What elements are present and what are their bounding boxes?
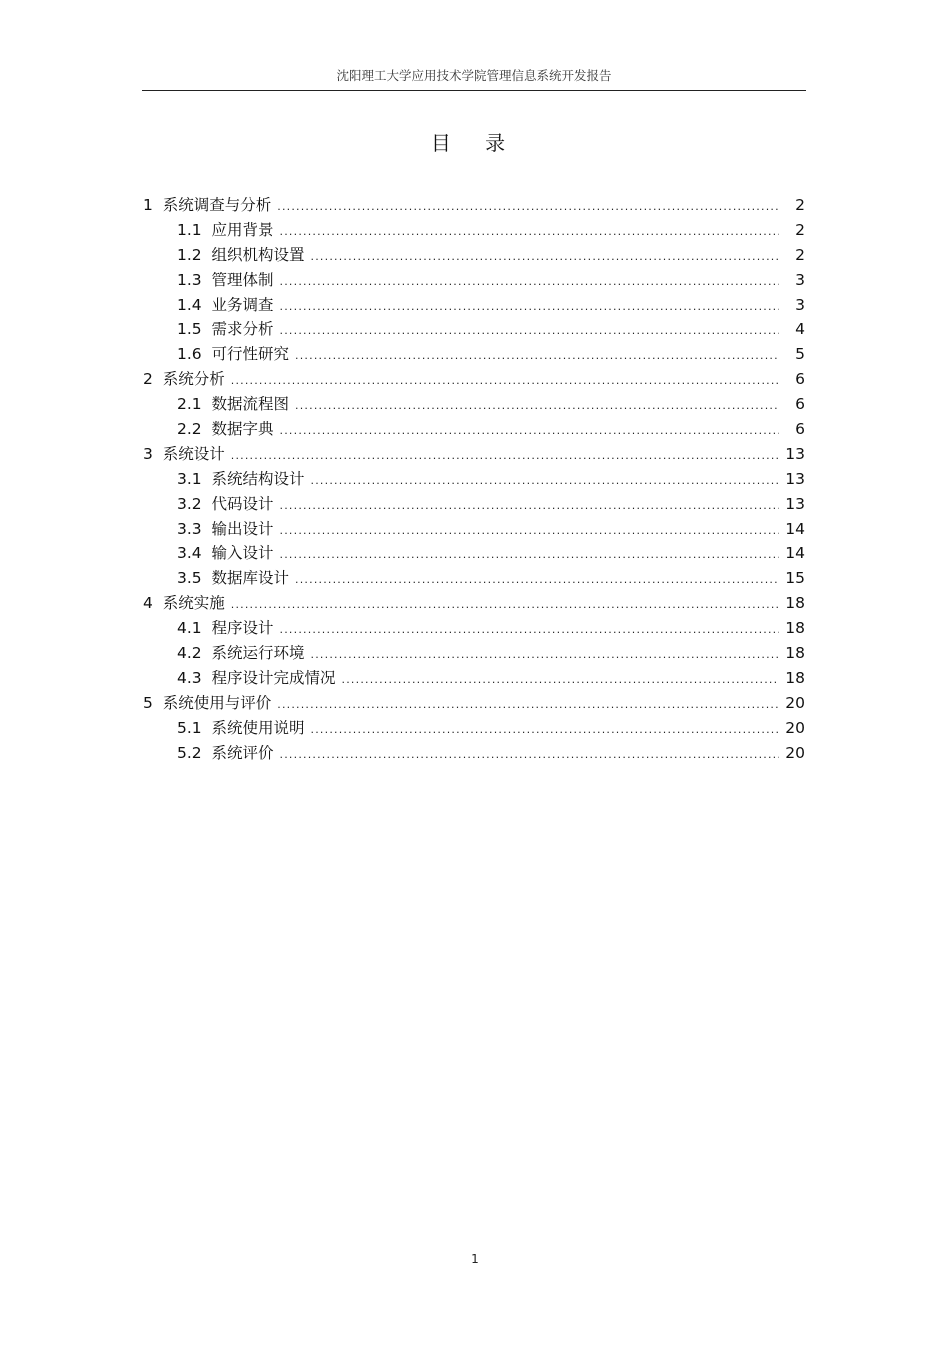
toc-entry-label: 系统调查与分析 xyxy=(162,196,272,214)
toc-entry-number: 3.4 xyxy=(177,544,202,563)
toc-dot-leader xyxy=(295,568,779,593)
toc-entry-number: 3.5 xyxy=(177,569,202,588)
toc-entry[interactable] xyxy=(143,268,823,293)
toc-dot-leader xyxy=(311,643,779,668)
toc-entry-label: 系统使用说明 xyxy=(211,718,305,737)
toc-dot-leader xyxy=(280,270,779,295)
toc-entry-number: 1.2 xyxy=(177,245,202,264)
toc-entry-page: 13 xyxy=(785,444,805,463)
toc-entry-page: 6 xyxy=(795,420,805,439)
toc-dot-leader xyxy=(280,519,779,544)
header-rule xyxy=(142,90,806,91)
toc-entry[interactable] xyxy=(143,616,823,641)
toc-entry-page: 20 xyxy=(785,743,805,762)
toc-entry-number: 1.3 xyxy=(177,270,202,289)
toc-entry-number: 2.2 xyxy=(177,420,202,439)
toc-entry-label: 程序设计完成情况 xyxy=(211,668,336,687)
toc-entry-number: 2.1 xyxy=(177,395,202,414)
toc-entry-label: 系统结构设计 xyxy=(211,469,305,488)
toc-entry[interactable] xyxy=(143,691,823,716)
toc-dot-leader xyxy=(280,743,779,768)
toc-entry-label: 代码设计 xyxy=(211,494,274,513)
toc-dot-leader xyxy=(277,195,779,220)
toc-dot-leader xyxy=(342,668,779,693)
page-number: 1 xyxy=(471,1252,479,1266)
toc-entry-number: 3.1 xyxy=(177,469,202,488)
toc-dot-leader xyxy=(311,718,779,743)
toc-entry[interactable] xyxy=(143,467,823,492)
toc-entry-number: 4.2 xyxy=(177,644,202,663)
toc-entry-number: 4 xyxy=(143,594,153,613)
toc-entry[interactable] xyxy=(143,566,823,591)
toc-entry-number: 3.2 xyxy=(177,494,202,513)
toc-entry-page: 6 xyxy=(795,370,805,389)
toc-entry-page: 3 xyxy=(795,270,805,289)
toc-entry-label: 管理体制 xyxy=(211,270,274,289)
toc-entry-number: 4.3 xyxy=(177,668,202,687)
toc-dot-leader xyxy=(295,344,779,369)
toc-title: 目 录 xyxy=(430,131,520,155)
toc-entry-label: 需求分析 xyxy=(211,320,274,339)
toc-entry-page: 13 xyxy=(785,469,805,488)
toc-entry-number: 5 xyxy=(143,693,153,712)
toc-dot-leader xyxy=(280,419,779,444)
toc-entry-page: 4 xyxy=(795,320,805,339)
toc-dot-leader xyxy=(280,295,779,320)
toc-entry-page: 13 xyxy=(785,494,805,513)
toc-entry-number: 5.1 xyxy=(177,718,202,737)
toc-dot-leader xyxy=(280,543,779,568)
toc-entry[interactable] xyxy=(143,293,823,318)
toc-entry-label: 系统运行环境 xyxy=(211,644,305,663)
toc-entry[interactable] xyxy=(143,243,823,268)
toc-entry-page: 18 xyxy=(785,619,805,638)
toc-entry-page: 18 xyxy=(785,668,805,687)
toc-dot-leader xyxy=(311,245,779,270)
toc-entry-number: 4.1 xyxy=(177,619,202,638)
toc-entry-label: 应用背景 xyxy=(211,220,274,239)
toc-entry-label: 可行性研究 xyxy=(211,345,290,364)
toc-entry-page: 14 xyxy=(785,519,805,538)
toc-entry-label: 系统实施 xyxy=(162,594,225,613)
toc-dot-leader xyxy=(231,369,779,394)
toc-entry-label: 系统评价 xyxy=(211,743,274,762)
toc-entry[interactable] xyxy=(143,442,823,467)
toc-entry[interactable] xyxy=(143,541,823,566)
toc-entry-page: 3 xyxy=(795,295,805,314)
toc-entry[interactable] xyxy=(143,492,823,517)
toc-dot-leader xyxy=(295,394,779,419)
toc-entry-page: 14 xyxy=(785,544,805,563)
toc-entry-page: 6 xyxy=(795,395,805,414)
toc-entry-number: 5.2 xyxy=(177,743,202,762)
toc-entry-page: 18 xyxy=(785,644,805,663)
toc-entry-label: 系统分析 xyxy=(162,370,225,389)
toc-entry-number: 1 xyxy=(143,196,153,214)
toc-entry[interactable] xyxy=(143,317,823,342)
toc-entry-number: 3 xyxy=(143,444,153,463)
toc-dot-leader xyxy=(311,469,779,494)
toc-dot-leader xyxy=(231,444,779,469)
toc-entry[interactable] xyxy=(143,342,823,367)
toc-entry[interactable] xyxy=(143,716,823,741)
toc-entry-number: 1.1 xyxy=(177,220,202,239)
toc-entry[interactable] xyxy=(143,392,823,417)
toc-entry-number: 1.6 xyxy=(177,345,202,364)
toc-dot-leader xyxy=(280,494,779,519)
toc-entry-label: 输出设计 xyxy=(211,519,274,538)
running-header: 沈阳理工大学应用技术学院管理信息系统开发报告 xyxy=(336,68,612,83)
toc-entry[interactable] xyxy=(143,666,823,691)
toc-entry[interactable] xyxy=(143,591,823,616)
toc-entry-page: 20 xyxy=(785,718,805,737)
toc-entry[interactable] xyxy=(143,193,823,218)
toc-entry-label: 输入设计 xyxy=(211,544,274,563)
toc-entry-number: 3.3 xyxy=(177,519,202,538)
toc-entry[interactable] xyxy=(143,367,823,392)
toc-entry-label: 系统设计 xyxy=(162,444,225,463)
toc-entry-page: 18 xyxy=(785,594,805,613)
toc-entry[interactable] xyxy=(143,741,823,766)
toc-entry-label: 数据流程图 xyxy=(211,395,290,414)
toc-entry-label: 业务调查 xyxy=(211,295,274,314)
toc-entry-label: 系统使用与评价 xyxy=(162,693,272,712)
toc-entry-label: 数据库设计 xyxy=(211,569,290,588)
toc-entry[interactable] xyxy=(143,517,823,542)
toc-dot-leader xyxy=(280,220,779,245)
toc-entry-number: 2 xyxy=(143,370,153,389)
table-of-contents xyxy=(143,193,823,765)
toc-entry-page: 2 xyxy=(795,196,805,214)
toc-dot-leader xyxy=(277,693,779,718)
toc-dot-leader xyxy=(280,319,779,344)
toc-entry-label: 程序设计 xyxy=(211,619,274,638)
toc-entry-page: 15 xyxy=(785,569,805,588)
toc-entry-number: 1.4 xyxy=(177,295,202,314)
toc-entry[interactable] xyxy=(143,218,823,243)
toc-entry[interactable] xyxy=(143,417,823,442)
toc-entry-label: 数据字典 xyxy=(211,420,274,439)
toc-entry-page: 2 xyxy=(795,245,805,264)
toc-entry-page: 2 xyxy=(795,220,805,239)
toc-entry-label: 组织机构设置 xyxy=(211,245,305,264)
toc-entry-page: 5 xyxy=(795,345,805,364)
toc-entry-page: 20 xyxy=(785,693,805,712)
toc-dot-leader xyxy=(231,593,779,618)
toc-entry[interactable] xyxy=(143,641,823,666)
toc-dot-leader xyxy=(280,618,779,643)
toc-entry-number: 1.5 xyxy=(177,320,202,339)
